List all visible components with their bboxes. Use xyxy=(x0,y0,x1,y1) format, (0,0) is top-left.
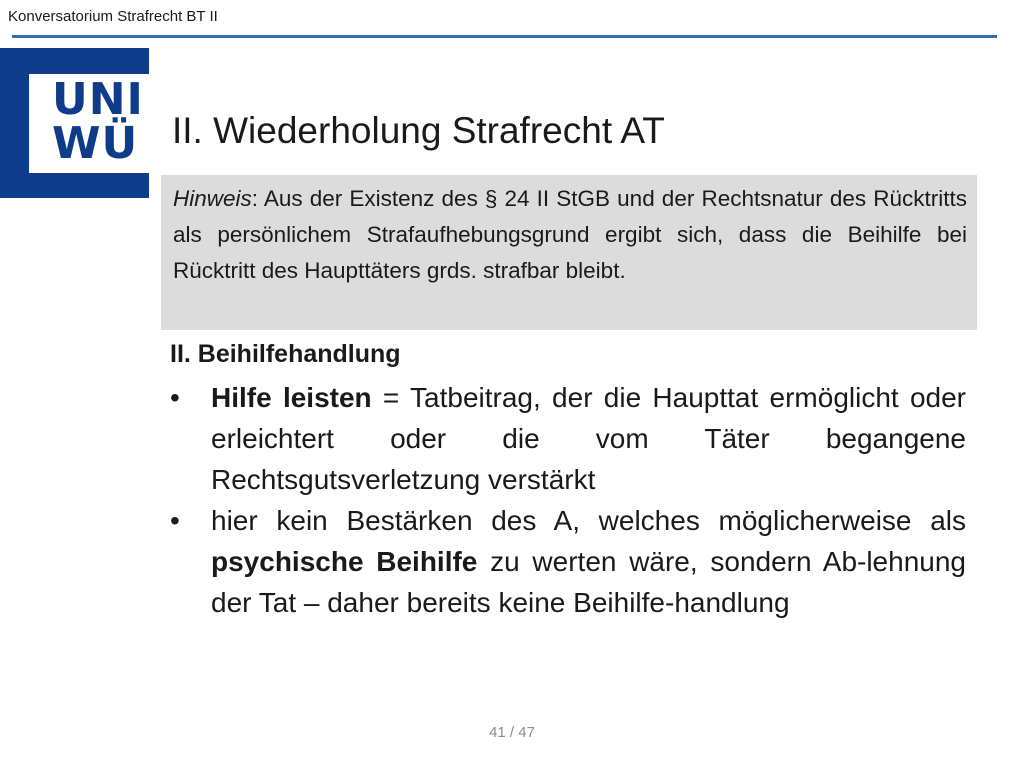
note-text xyxy=(173,181,967,289)
bullet-list xyxy=(170,377,966,623)
logo-wordmark xyxy=(52,74,149,169)
bullet-pre: hier kein Bestärken des A, welches möglicherweise als xyxy=(211,505,966,536)
bullet-icon: • xyxy=(170,382,180,413)
section-heading: II. Beihilfehandlung xyxy=(170,340,401,368)
list-item xyxy=(170,377,966,500)
note-body: : Aus der Existenz des § 24 II StGB und der Rechtsnatur des Rücktritts als persönlichem Strafaufhebungsgrund ergibt sich, dass die Beihilfe bei Rücktritt des Haupttäters grds. strafbar bleibt. xyxy=(173,186,967,283)
page-number: 41 / 47 xyxy=(489,724,535,741)
bullet-term: Hilfe leisten xyxy=(211,382,372,413)
bullet-icon: • xyxy=(170,505,180,536)
note-label: Hinweis xyxy=(173,186,252,211)
bullet-body: = Tatbeitrag, der die Haupttat ermöglicht oder erleichtert oder die vom Täter begangene Rechtsgutsverletzung verstärkt xyxy=(211,382,966,495)
logo-line-1: UNI xyxy=(52,74,144,125)
bullet-text xyxy=(211,500,966,623)
course-title: Konversatorium Strafrecht BT II xyxy=(8,8,218,25)
bullet-text xyxy=(211,377,966,500)
university-logo xyxy=(0,48,149,198)
list-item xyxy=(170,500,966,623)
slide-title: II. Wiederholung Strafrecht AT xyxy=(172,110,665,151)
logo-line-2: WÜ xyxy=(52,118,139,169)
bullet-post: zu werten wäre, sondern Ab-lehnung der Tat – daher bereits keine Beihilfe-handlung xyxy=(211,546,966,618)
bullet-term: psychische Beihilfe xyxy=(211,546,478,577)
note-box xyxy=(161,175,977,330)
header-divider xyxy=(12,35,997,38)
